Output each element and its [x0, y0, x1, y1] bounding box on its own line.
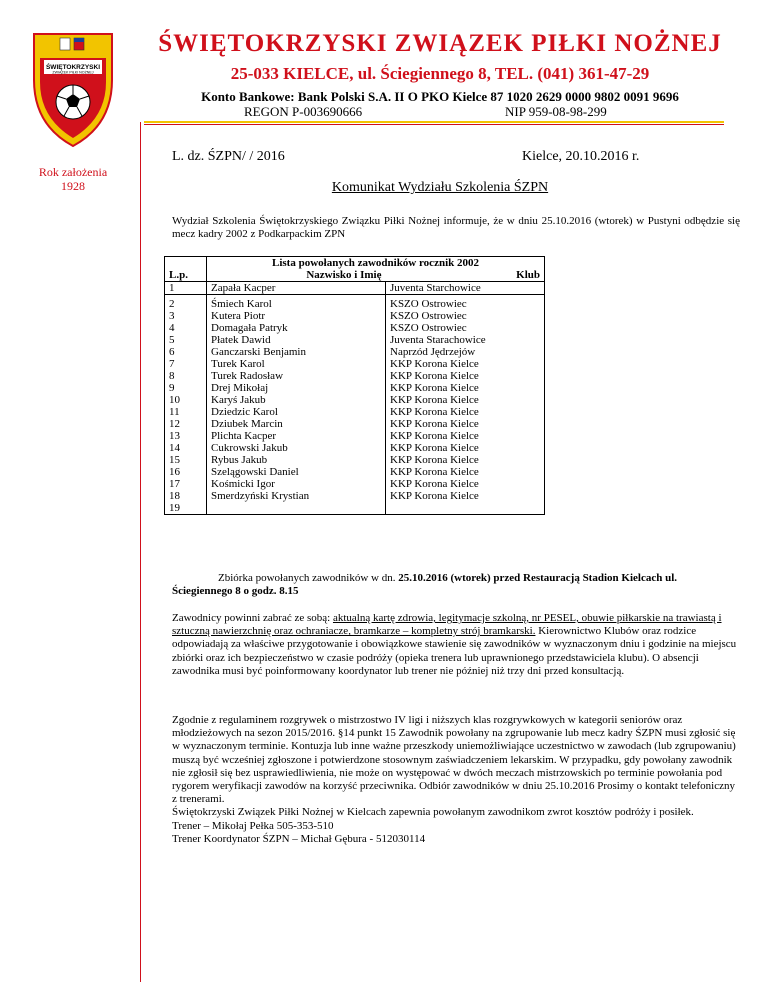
- column-header-lp: L.p.: [165, 269, 207, 282]
- cell-lp: 19: [165, 502, 207, 515]
- cell-lp: 4: [165, 322, 207, 334]
- logo-text-top: ŚWIĘTOKRZYSKI: [45, 64, 101, 71]
- cell-lp: 12: [165, 418, 207, 430]
- table-row: [165, 282, 545, 295]
- table-row: [165, 502, 545, 515]
- cell-club: KSZO Ostrowiec: [386, 295, 545, 311]
- header-divider-red: [144, 124, 724, 125]
- table-row: [165, 334, 545, 346]
- refund-text: Świętokrzyski Związek Piłki Nożnej w Kielcach zapewnia powołanym zawodnikom zwrot kosztów podróży i posiłek.: [172, 806, 694, 819]
- reference-number: L. dz. ŚZPN/ / 2016: [172, 149, 285, 164]
- cell-club: KKP Korona Kielce: [386, 394, 545, 406]
- cell-lp: 14: [165, 442, 207, 454]
- table-row: [165, 430, 545, 442]
- letter-date: Kielce, 20.10.2016 r.: [522, 149, 640, 164]
- cell-club: [386, 502, 545, 515]
- cell-club: KKP Korona Kielce: [386, 418, 545, 430]
- logo-text-bottom: ZWIĄZEK PIŁKI NOŻNEJ: [52, 70, 94, 75]
- cell-lp: 1: [165, 282, 207, 295]
- table-row: [165, 490, 545, 502]
- column-header-name: Nazwisko i Imię: [207, 269, 386, 282]
- cell-name: Turek Karol: [207, 358, 386, 370]
- assembly-prefix: Zbiórka powołanych zawodników w dn.: [218, 572, 399, 584]
- cell-club: KKP Korona Kielce: [386, 490, 545, 502]
- header-divider-yellow: [144, 121, 724, 123]
- table-row: [165, 418, 545, 430]
- table-row: [165, 478, 545, 490]
- rules-paragraph: [172, 714, 740, 846]
- cell-club: KKP Korona Kielce: [386, 370, 545, 382]
- cell-club: KSZO Ostrowiec: [386, 310, 545, 322]
- table-row: [165, 346, 545, 358]
- founded-note: [18, 165, 128, 193]
- founded-label: Rok założenia: [38, 165, 108, 179]
- requirements-list: aktualną kartę zdrowia, legitymacje szkolną, nr PESEL, obuwie piłkarskie na trawiastą i sztuczną nawierzchnię oraz ochraniacze, bramkarze – kompletny strój bramkarski.: [172, 612, 722, 638]
- requirements-responsibility: Kierownictwo Klubów oraz rodzice odpowiadają za właściwe przygotowanie i obowiązkowe stawienie się zawodników w wyznaczonym dniu i godzinie na miejscu zbiórki oraz ich bezpieczeństwo w czasie podróży (opieka trenera lub uprawnionego przedstawiciela klubu). O absencji zawodnika musi być poinformowany koordynator lub trener nie później niż trzy dni przed konsultacją.: [172, 625, 737, 677]
- cell-club: KKP Korona Kielce: [386, 466, 545, 478]
- table-row: [165, 394, 545, 406]
- cell-lp: 15: [165, 454, 207, 466]
- intro-paragraph: Wydział Szkolenia Świętokrzyskiego Związku Piłki Nożnej informuje, że w dniu 25.10.2016 (wtorek) w Pustyni odbędzie się mecz kadry 2002 z Podkarpackim ZPN: [172, 215, 740, 240]
- table-row: [165, 310, 545, 322]
- margin-divider: [140, 122, 141, 982]
- cell-lp: 16: [165, 466, 207, 478]
- table-row: [165, 382, 545, 394]
- cell-name: Karyś Jakub: [207, 394, 386, 406]
- column-header-club: Klub: [386, 269, 545, 282]
- cell-name: Cukrowski Jakub: [207, 442, 386, 454]
- cell-lp: 17: [165, 478, 207, 490]
- cell-club: KKP Korona Kielce: [386, 358, 545, 370]
- cell-lp: 5: [165, 334, 207, 346]
- cell-name: Szelągowski Daniel: [207, 466, 386, 478]
- cell-club: KKP Korona Kielce: [386, 406, 545, 418]
- cell-club: KKP Korona Kielce: [386, 478, 545, 490]
- cell-club: KKP Korona Kielce: [386, 430, 545, 442]
- cell-lp: 2: [165, 295, 207, 311]
- cell-club: Juventa Starchowice: [386, 282, 545, 295]
- cell-name: Zapała Kacper: [207, 282, 386, 295]
- table-row: [165, 466, 545, 478]
- cell-name: Kośmicki Igor: [207, 478, 386, 490]
- table-caption: Lista powołanych zawodników rocznik 2002: [207, 257, 545, 270]
- cell-lp: 8: [165, 370, 207, 382]
- cell-club: KSZO Ostrowiec: [386, 322, 545, 334]
- regon-number: REGON P-003690666: [244, 104, 363, 119]
- cell-lp: 10: [165, 394, 207, 406]
- cell-name: Dziedzic Karol: [207, 406, 386, 418]
- rules-text: Zgodnie z regulaminem rozgrywek o mistrzostwo IV ligi i niższych klas rozgrywkowych w kategorii seniorów oraz młodzieżowych na sezon 2015/2016. §14 punkt 15 Zawodnik powołany na zgrupowanie lub mecz kadry ŚZPN musi zgłosić się w wyznaczonym terminie. Kontuzja lub inne ważne przeszkody uniemożliwiające uczestnictwo w zawodach (lub zgrupowaniu) muszą być wcześniej zgłoszone i potwierdzone stosownym zaświadczeniem lekarskim. W przypadku, gdy powołany zawodnik nie zgłosił się bez usprawiedliwienia, nie może on występować w dwóch meczach mistrzowskich po terminie powołania pod rygorem weryfikacji zawodów na korzyść przeciwnika. Odbiór zawodników w dniu 25.10.2016 Prosimy o kontakt telefoniczny z trenerami.: [172, 714, 736, 806]
- cell-name: Ganczarski Benjamin: [207, 346, 386, 358]
- table-row: [165, 370, 545, 382]
- szpn-logo: [30, 30, 116, 150]
- requirements-paragraph: [172, 612, 740, 678]
- cell-name: Dziubek Marcin: [207, 418, 386, 430]
- cell-name: [207, 502, 386, 515]
- nip-number: NIP 959-08-98-299: [505, 104, 607, 119]
- organization-address: 25-033 KIELCE, ul. Ściegiennego 8, TEL. (041) 361-47-29: [230, 64, 650, 83]
- requirements-prefix: Zawodnicy powinni zabrać ze sobą:: [172, 612, 333, 624]
- coach-contact: Trener – Mikołaj Pełka 505-353-510: [172, 819, 334, 832]
- table-row: [165, 358, 545, 370]
- founded-year: 1928: [61, 179, 85, 193]
- organization-title: ŚWIĘTOKRZYSKI ZWIĄZEK PIŁKI NOŻNEJ: [158, 30, 722, 57]
- cell-name: Kutera Piotr: [207, 310, 386, 322]
- cell-lp: 7: [165, 358, 207, 370]
- cell-lp: 11: [165, 406, 207, 418]
- cell-name: Drej Mikołaj: [207, 382, 386, 394]
- cell-name: Domagała Patryk: [207, 322, 386, 334]
- table-row: [165, 406, 545, 418]
- cell-club: KKP Korona Kielce: [386, 454, 545, 466]
- cell-lp: 18: [165, 490, 207, 502]
- cell-name: Smerdzyński Krystian: [207, 490, 386, 502]
- bank-account: Konto Bankowe: Bank Polski S.A. II O PKO Kielce 87 1020 2629 0000 9802 0091 9696: [201, 89, 679, 104]
- cell-lp: 13: [165, 430, 207, 442]
- letter-subject: Komunikat Wydziału Szkolenia ŚZPN: [331, 180, 549, 195]
- table-row: [165, 454, 545, 466]
- assembly-details: 25.10.2016 (wtorek) przed Restauracją Stadion Kielcach ul. Ściegiennego 8 o godz. 8.15: [172, 572, 677, 597]
- assembly-info: [172, 572, 740, 598]
- cell-name: Rybus Jakub: [207, 454, 386, 466]
- cell-name: Śmiech Karol: [207, 295, 386, 311]
- cell-club: KKP Korona Kielce: [386, 442, 545, 454]
- cell-lp: 9: [165, 382, 207, 394]
- table-row: [165, 322, 545, 334]
- cell-name: Plichta Kacper: [207, 430, 386, 442]
- cell-name: Turek Radosław: [207, 370, 386, 382]
- cell-club: Naprzód Jędrzejów: [386, 346, 545, 358]
- table-row: [165, 442, 545, 454]
- cell-lp: 3: [165, 310, 207, 322]
- cell-club: KKP Korona Kielce: [386, 382, 545, 394]
- cell-name: Płatek Dawid: [207, 334, 386, 346]
- cell-lp: 6: [165, 346, 207, 358]
- coordinator-contact: Trener Koordynator ŚZPN – Michał Gębura - 512030114: [172, 832, 426, 845]
- cell-club: Juventa Starachowice: [386, 334, 545, 346]
- players-table: [164, 256, 545, 515]
- table-row: [165, 295, 545, 311]
